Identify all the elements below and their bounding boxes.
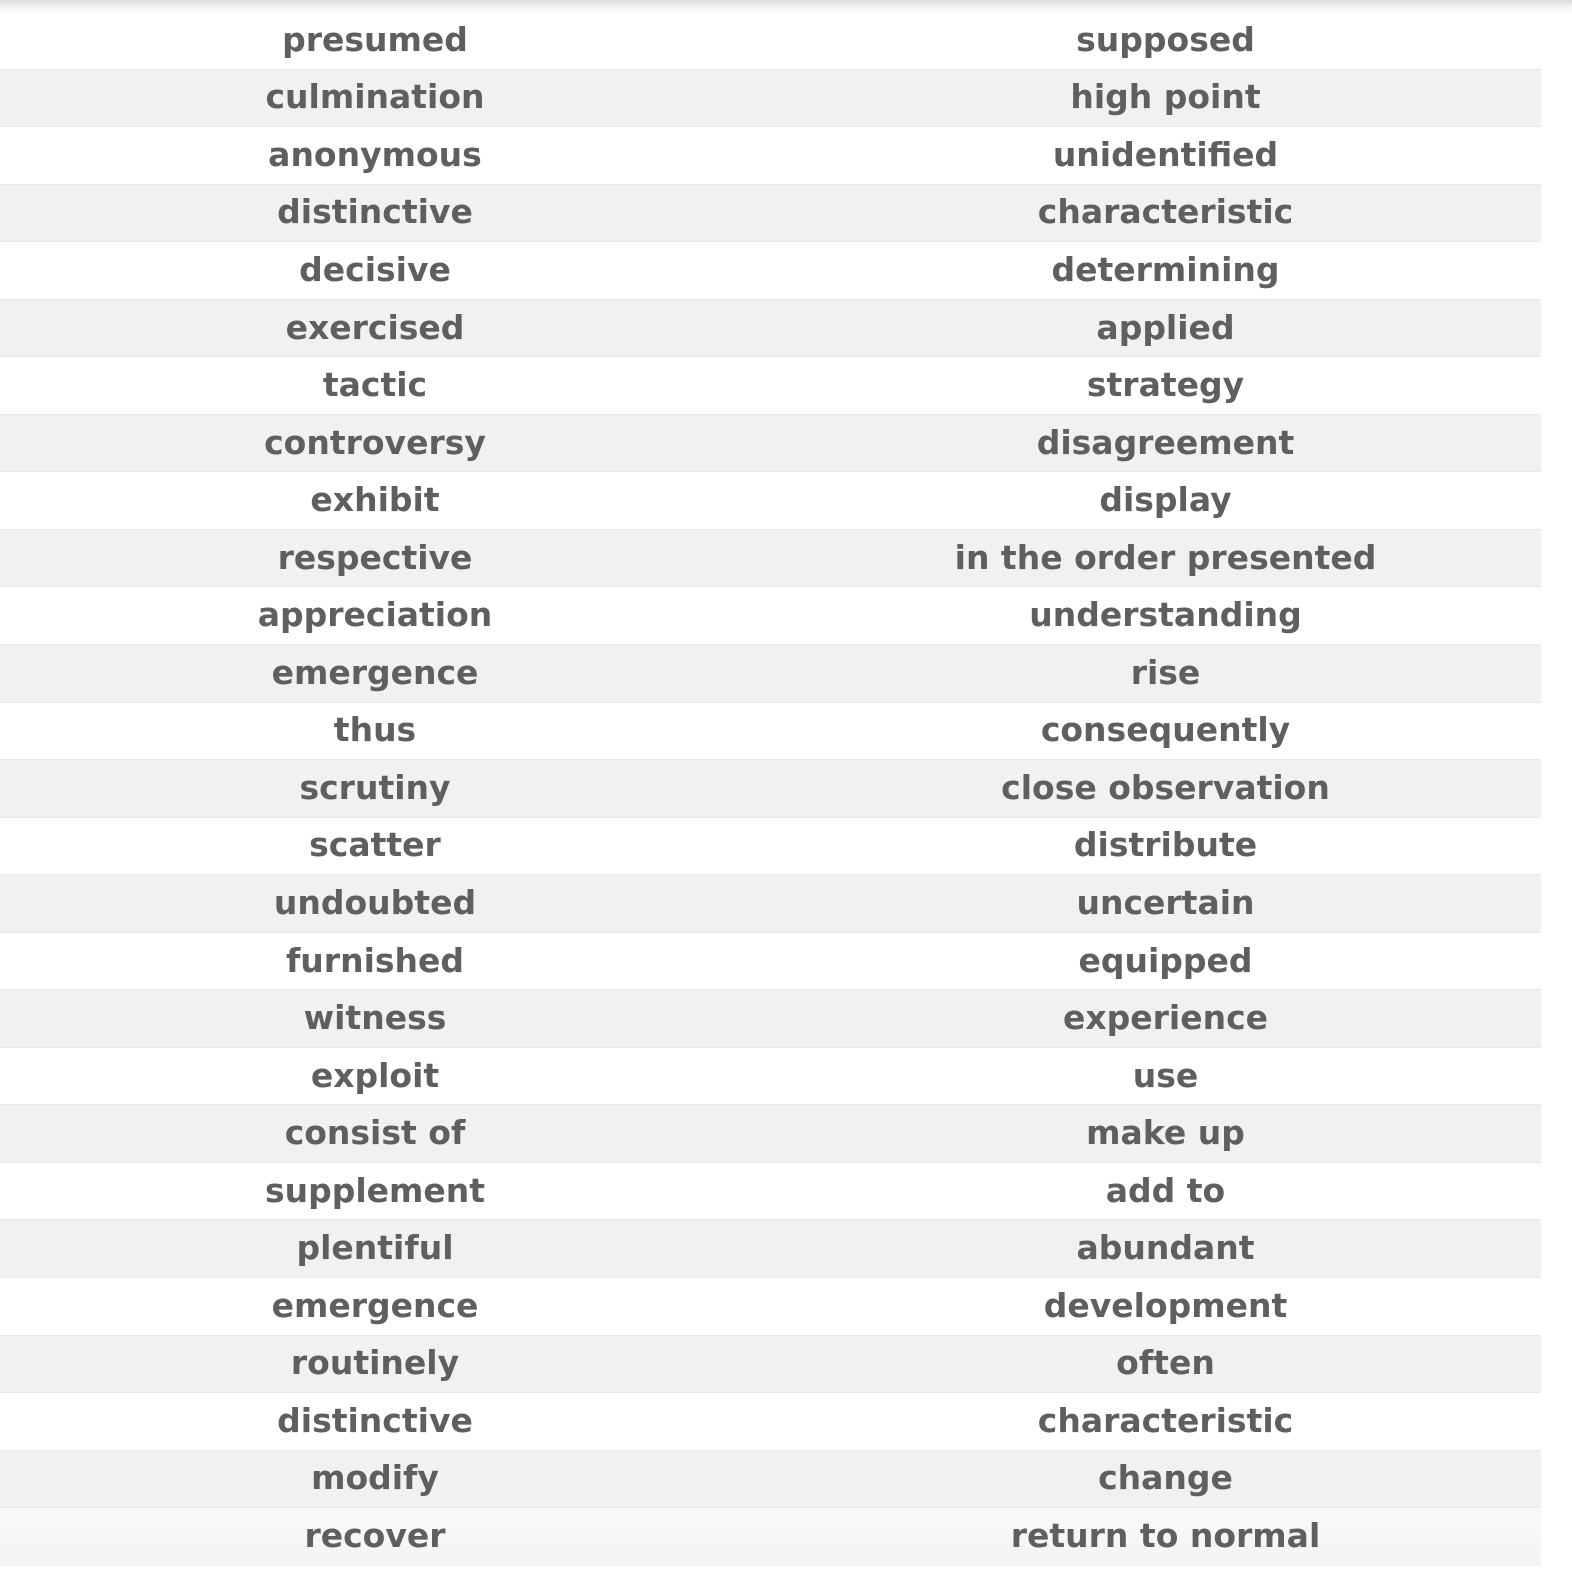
table-row[interactable] bbox=[0, 415, 1541, 473]
table-row[interactable] bbox=[0, 127, 1541, 185]
table-row[interactable] bbox=[0, 1508, 1541, 1566]
term-cell: anonymous bbox=[268, 134, 482, 174]
term-cell: undoubted bbox=[273, 882, 477, 922]
term-cell: emergence bbox=[271, 652, 479, 692]
synonym-cell: high point bbox=[1070, 77, 1261, 117]
term-cell: controversy bbox=[264, 422, 486, 462]
table-row[interactable] bbox=[0, 357, 1541, 415]
synonym-cell: display bbox=[1099, 480, 1232, 520]
table-row[interactable] bbox=[0, 1336, 1541, 1394]
term-cell: culmination bbox=[265, 77, 485, 117]
synonym-cell: change bbox=[1098, 1458, 1233, 1498]
table-row[interactable] bbox=[0, 472, 1541, 530]
term-cell: decisive bbox=[299, 249, 451, 289]
table-row[interactable] bbox=[0, 587, 1541, 645]
term-cell: exploit bbox=[310, 1055, 440, 1095]
synonym-cell: uncertain bbox=[1076, 882, 1255, 922]
table-row[interactable] bbox=[0, 1393, 1541, 1451]
synonym-cell: make up bbox=[1086, 1113, 1245, 1153]
term-cell: thus bbox=[333, 710, 417, 750]
term-cell: scatter bbox=[309, 825, 441, 865]
synonym-cell: add to bbox=[1105, 1170, 1226, 1210]
table-row[interactable] bbox=[0, 818, 1541, 876]
vocabulary-table bbox=[0, 12, 1541, 1566]
table-row[interactable] bbox=[0, 1451, 1541, 1509]
top-edge-shadow bbox=[0, 0, 1572, 12]
synonym-cell: in the order presented bbox=[954, 537, 1377, 577]
term-cell: witness bbox=[303, 998, 447, 1038]
table-row[interactable] bbox=[0, 530, 1541, 588]
term-cell: respective bbox=[277, 537, 473, 577]
synonym-cell: use bbox=[1132, 1055, 1199, 1095]
table-row[interactable] bbox=[0, 760, 1541, 818]
synonym-cell: strategy bbox=[1086, 365, 1245, 405]
term-cell: scrutiny bbox=[299, 767, 451, 807]
term-cell: distinctive bbox=[277, 1400, 473, 1440]
synonym-cell: abundant bbox=[1076, 1228, 1255, 1268]
term-cell: emergence bbox=[271, 1285, 479, 1325]
term-cell: exhibit bbox=[310, 480, 440, 520]
term-cell: recover bbox=[304, 1516, 446, 1556]
table-row[interactable] bbox=[0, 990, 1541, 1048]
synonym-cell: characteristic bbox=[1037, 1400, 1294, 1440]
table-row[interactable] bbox=[0, 300, 1541, 358]
table-row[interactable] bbox=[0, 933, 1541, 991]
term-cell: exercised bbox=[285, 307, 465, 347]
table-row[interactable] bbox=[0, 70, 1541, 128]
synonym-cell: return to normal bbox=[1010, 1516, 1321, 1556]
synonym-cell: equipped bbox=[1078, 940, 1253, 980]
synonym-cell: close observation bbox=[1001, 767, 1330, 807]
synonym-cell: applied bbox=[1096, 307, 1235, 347]
term-cell: appreciation bbox=[257, 595, 493, 635]
term-cell: routinely bbox=[290, 1343, 460, 1383]
synonym-cell: rise bbox=[1130, 652, 1201, 692]
table-row[interactable] bbox=[0, 875, 1541, 933]
synonym-cell: determining bbox=[1051, 249, 1280, 289]
table-row[interactable] bbox=[0, 645, 1541, 703]
term-cell: distinctive bbox=[277, 192, 473, 232]
term-cell: consist of bbox=[284, 1113, 466, 1153]
synonym-cell: supposed bbox=[1076, 19, 1255, 59]
table-row[interactable] bbox=[0, 242, 1541, 300]
synonym-cell: development bbox=[1043, 1285, 1288, 1325]
table-row[interactable] bbox=[0, 12, 1541, 70]
table-row[interactable] bbox=[0, 1278, 1541, 1336]
synonym-cell: experience bbox=[1062, 998, 1269, 1038]
synonym-cell: unidentified bbox=[1052, 134, 1279, 174]
synonym-cell: distribute bbox=[1073, 825, 1258, 865]
term-cell: plentiful bbox=[296, 1228, 454, 1268]
term-cell: furnished bbox=[285, 940, 465, 980]
table-row[interactable] bbox=[0, 1220, 1541, 1278]
synonym-cell: disagreement bbox=[1036, 422, 1295, 462]
table-row[interactable] bbox=[0, 1163, 1541, 1221]
synonym-cell: characteristic bbox=[1037, 192, 1294, 232]
table-row[interactable] bbox=[0, 185, 1541, 243]
term-cell: supplement bbox=[264, 1170, 486, 1210]
synonym-cell: consequently bbox=[1040, 710, 1291, 750]
table-row[interactable] bbox=[0, 703, 1541, 761]
synonym-cell: often bbox=[1116, 1343, 1215, 1383]
table-row[interactable] bbox=[0, 1048, 1541, 1106]
term-cell: presumed bbox=[282, 19, 468, 59]
term-cell: tactic bbox=[322, 365, 428, 405]
table-row[interactable] bbox=[0, 1105, 1541, 1163]
right-gutter bbox=[1541, 12, 1572, 1594]
synonym-cell: understanding bbox=[1029, 595, 1302, 635]
term-cell: modify bbox=[311, 1458, 439, 1498]
